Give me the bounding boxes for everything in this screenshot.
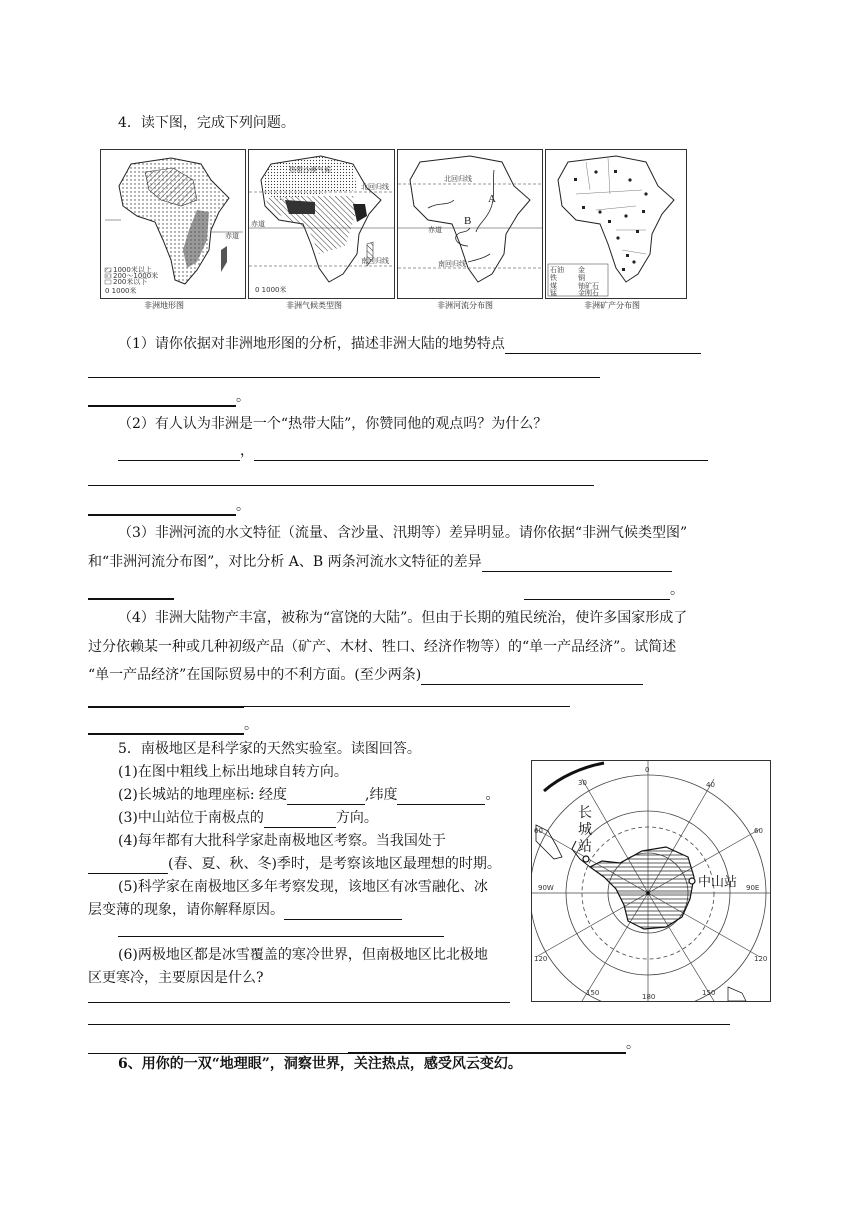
terrain-scale: 0 1000米 [105, 287, 137, 295]
q4-part3-answer-blank-1[interactable] [88, 583, 174, 600]
mineral-legend-oil: 石油 [550, 266, 564, 274]
direction-blank[interactable] [264, 812, 336, 828]
q5-s2: (2)长城站的地理座标: 经度 ,纬度 。 [118, 787, 500, 803]
q4-part4-answer-line-a[interactable] [88, 706, 244, 708]
q5-s5b: 层变薄的现象，请你解释原因。 [88, 900, 402, 920]
africa-terrain-map [100, 149, 246, 299]
terrain-legend-2: 200～1000米 [113, 272, 159, 280]
q5-s5a: (5)科学家在南极地区多年考察发现，该地区有冰雪融化、冰 [118, 879, 488, 895]
q5-s6-answer-line-1[interactable] [88, 1002, 510, 1003]
q4-part2: （2）有人认为非洲是一个“热带大陆”，你赞同他的观点吗？为什么？ [118, 416, 548, 432]
q5-s6-end: 。 [88, 1034, 640, 1054]
river-label-b: B [464, 215, 472, 227]
great-wall-station-label: 长城站 [578, 805, 592, 855]
mineral-legend-gold: 金 [578, 266, 585, 274]
q5-s1: (1)在图中粗线上标出地球自转方向。 [118, 764, 348, 780]
mineral-legend-iron: 铁 [550, 274, 557, 282]
q4-part2-end: 。 [88, 496, 250, 516]
q4-part4-end: 。 [88, 715, 258, 735]
climate-equator: 赤道 [251, 220, 265, 228]
climate-south-tropic: 南回归线 [361, 257, 389, 265]
q4-part3-blank[interactable] [482, 556, 672, 572]
river-south-tropic: 南回归线 [438, 260, 466, 268]
caption-climate: 非洲气候类型图 [286, 301, 342, 310]
antarctica-map [531, 760, 771, 1002]
q4-part4-line2: 过分依赖某一种或几种初级产品（矿产、木材、牲口、经济作物等）的“单一产品经济”。试简述 [88, 639, 677, 655]
q4-part2-agree-blank[interactable] [118, 445, 240, 461]
climate-north-tropic: 北回归线 [361, 183, 389, 191]
lon-30w: 30 [578, 779, 587, 787]
q4-part3-end: 。 [88, 580, 684, 600]
q6-title: 6、用你的一双“地理眼”，洞察世界，关注热点，感受风云变幻。 [118, 1056, 522, 1072]
terrain-legend-1: 1000米以上 [113, 266, 152, 274]
q4-part2-answer-blank[interactable] [88, 499, 236, 516]
lon-120e: 120 [754, 955, 768, 963]
q4-part2-answer-line[interactable] [88, 485, 594, 486]
africa-mineral-map [545, 149, 687, 299]
climate-desert-label: 热带沙漠气候 [289, 166, 331, 174]
latitude-blank[interactable] [397, 789, 485, 805]
q5-s6-answer-line-2[interactable] [88, 1024, 730, 1025]
lon-40e: 40 [706, 781, 715, 789]
climate-scale: 0 1000米 [255, 286, 287, 294]
river-north-tropic: 北回归线 [444, 175, 472, 183]
q4-part1-text: （1）请你依据对非洲地形图的分析，描述非洲大陆的地势特点 [118, 336, 505, 352]
mineral-legend-diamond: 金刚石 [578, 289, 599, 297]
q4-part3-line2: 和“非洲河流分布图”，对比分析 A、B 两条河流水文特征的差异 [88, 552, 672, 572]
q5-s4b: (春、夏、秋、冬)季时，是考察该地区最理想的时期。 [88, 854, 501, 874]
q5-s6a: (6)两极地区都是冰雪覆盖的寒冷世界，但南极地区比北极地 [118, 947, 488, 963]
zhongshan-station-label: 中山站 [698, 875, 738, 890]
q4-part3-line1: （3）非洲河流的水文特征（流量、含沙量、汛期等）差异明显。请你依据“非洲气候类型图” [118, 525, 688, 541]
river-label-a: A [488, 193, 496, 205]
terrain-legend-3: 200米以下 [113, 278, 148, 286]
river-equator: 赤道 [428, 226, 442, 234]
q4-part4-answer-blank[interactable] [88, 718, 244, 735]
lon-90w: 90W [538, 884, 554, 892]
q5-s3: (3)中山站位于南极点的 方向。 [118, 810, 378, 826]
season-blank[interactable] [88, 858, 168, 874]
q4-part4-answer-line-b[interactable] [244, 706, 570, 707]
q4-part1-answer-line[interactable] [88, 377, 600, 378]
q4-part4-blank[interactable] [421, 669, 643, 685]
q4-part1 [118, 334, 701, 354]
q5-title: 5．南极地区是科学家的天然实验室。读图回答。 [118, 741, 421, 757]
mineral-legend-uranium: 铀矿石 [578, 282, 599, 290]
q4-part1-end: 。 [88, 387, 250, 407]
mineral-legend-coal: 煤 [550, 282, 557, 290]
caption-terrain: 非洲地形图 [144, 301, 184, 310]
longitude-blank[interactable] [287, 789, 365, 805]
q4-part1-blank[interactable] [505, 338, 701, 354]
caption-river: 非洲河流分布图 [437, 301, 493, 310]
terrain-equator: 赤道 [225, 232, 239, 240]
q5-s6-answer-blank-1[interactable] [88, 1038, 348, 1054]
mineral-legend-copper: 铜 [578, 274, 585, 282]
q4-part4-line1: （4）非洲大陆物产丰富，被称为“富饶的大陆”。但由于长期的殖民统治，使许多国家形成了 [118, 610, 688, 626]
q5-s5-blank[interactable] [284, 904, 402, 920]
mineral-legend-manganese: 锰 [550, 289, 557, 297]
lon-150e: 150 [702, 989, 716, 997]
africa-climate-map [248, 149, 395, 299]
lon-180: 180 [642, 993, 656, 1001]
q4-title: 4．读下图，完成下列问题。 [118, 115, 295, 131]
africa-river-map [397, 149, 543, 299]
q4-part2-answer: ， [118, 441, 708, 461]
caption-mineral: 非洲矿产分布图 [584, 301, 640, 310]
lon-120w: 120 [534, 955, 548, 963]
lon-150w: 150 [586, 989, 600, 997]
q4-part1-answer-blank[interactable] [88, 390, 236, 407]
lon-60e: 60 [754, 827, 763, 835]
q5-s4a: (4)每年都有大批科学家赴南极地区考察。当我国处于 [118, 833, 446, 849]
q5-s6-answer-blank-2[interactable] [348, 1037, 626, 1054]
q5-s5-answer-line[interactable] [118, 936, 444, 937]
q4-part2-reason-blank[interactable] [254, 445, 708, 461]
q5-s6b: 区更寒冷，主要原因是什么? [88, 970, 264, 986]
lon-0: 0 [645, 766, 650, 774]
lon-60w: 60 [534, 827, 543, 835]
q4-part4-line3: “单一产品经济”在国际贸易中的不利方面。(至少两条) [88, 665, 643, 685]
q4-part3-answer-blank-2[interactable] [524, 584, 670, 600]
lon-90e: 90E [746, 884, 760, 892]
